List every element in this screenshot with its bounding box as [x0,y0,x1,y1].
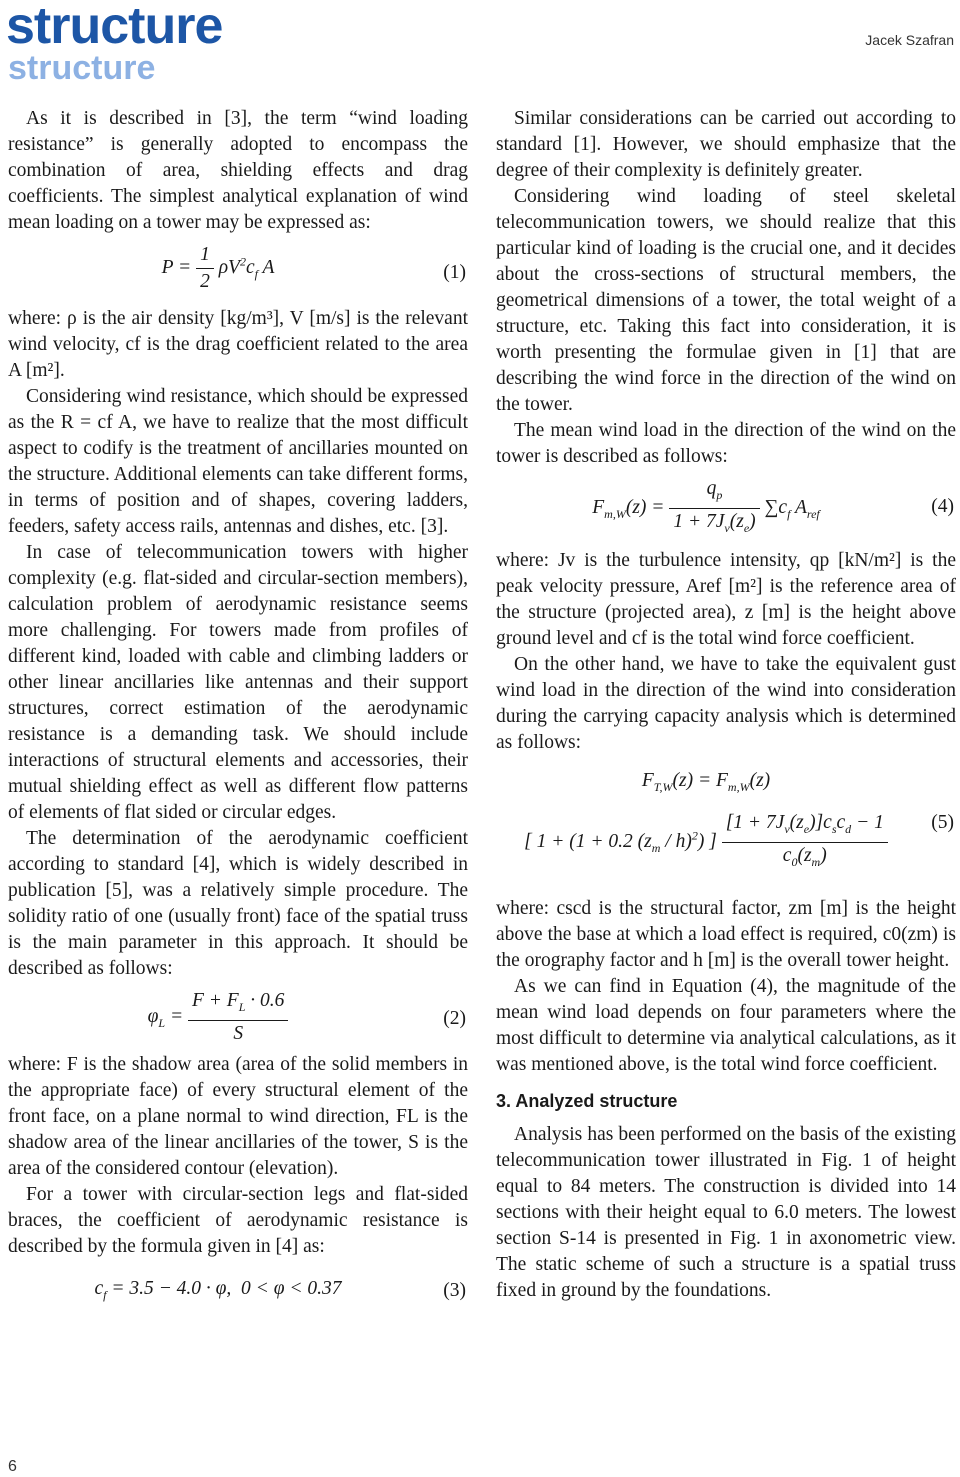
paragraph: As it is described in [3], the term “wind loading resistance” is generally adopted to encompass the combination of area, shielding effects and drag coefficients. The simplest analytical explanation of wind mean loading on a tower may be expressed as: [8,108,468,233]
paragraph: Analysis has been performed on the basis of the existing telecommunication tower illustrated in Fig. 1 of height equal to 84 meters. The construction is divided into 14 sections with their height equal to 6.0 meters. The lowest section S-14 is presented in Fig. 1 in axonometric view. The static scheme of such a structure is a spatial truss fixed in ground by the foundations. [496,1124,956,1301]
paragraph: Considering wind loading of steel skeletal telecommunication towers, we should realize that this particular kind of loading is the crucial one, and it decides about the cross-sections of structural members, the geometrical dimensions of a tower, the total weight of a structure, etc. Taking this fact into consideration, it is worth presenting the formulae given in [1] that are describing the wind force in the direction of the wind on the tower. [496,186,956,415]
equation-1-body: P = $\frac{1}{2}$ $\rho V^2c_f$ A [161,244,275,292]
right-column [496,106,956,1304]
section-title: 3. Analyzed structure [496,1091,678,1111]
left-column [8,106,468,1316]
equation-5-body: $F_{T,W}(z) = F_{m,W}(z)$ [ 1 + (1 + 0.2 $(z_m / h)^2$) ] $\frac{[1 + 7J_v(z_e)]c_sc_d - 1}{c_0(z_m)}$ [496,768,916,875]
equation-number: (3) [443,1280,466,1301]
equation-5 [496,762,956,890]
paragraph: On the other hand, we have to take the equivalent gust wind load in the direction of the wind into consideration during the carrying capacity analysis which is determined as follows: [496,654,956,753]
logo-shadow-text: structure [8,49,156,87]
equation-1 [8,242,468,300]
paragraph: Similar considerations can be carried out according to standard [1]. However, we should emphasize that the degree of their complexity is definitely greater. [496,108,956,181]
equation-3 [8,1266,468,1310]
journal-logo [6,0,276,90]
equation-2 [8,988,468,1046]
paragraph: where: F is the shadow area (area of the solid members in the appropriate face) of every structural element of the front face, on a plane normal to wind direction, FL is the shadow area of the linear ancillaries of the tower, S is the area of the considered contour (elevation). [8,1054,468,1179]
paragraph: For a tower with circular-section legs and flat-sided braces, the coefficient of aerodynamic resistance is described by the formula given in [4] as: [8,1184,468,1257]
logo-text: structure [6,0,223,55]
equation-number: (1) [443,262,466,283]
paragraph: In case of telecommunication towers with higher complexity (e.g. flat-sided and circular-section members), calculation problem of aerodynamic resistance seems more challenging. For towers made from profiles of different kind, loaded with cable and climbing ladders or other linear ancillaries like antennas and their support structures, correct estimation of the aerodynamic resistance is a demanding task. We should include interactions of structural elements and accessories, their mutual shielding effect as well as different flow patterns of elements of flat sided or circular edges. [8,542,468,823]
paragraph: where: cscd is the structural factor, zm [m] is the height above the base at which a load effect is required, c0(zm) is the orography factor and h [m] is the overall tower height. [496,898,956,971]
equation-2-body: $\varphi_L$ = $\frac{F + F_L \cdot 0.6}{S}$ [8,988,428,1047]
paragraph: where: Jv is the turbulence intensity, qp [kN/m²] is the peak velocity pressure, Aref [m²] is the reference area of the structure (projected area), z [m] is the height above ground level and cf is the total wind force coefficient. [496,550,956,649]
page-number: 6 [8,1458,17,1475]
equation-3-body: $c_f = 3.5 - 4.0 \cdot \varphi$, 0 < φ < 0.37 [94,1278,342,1302]
equation-number: (5) [931,812,954,833]
paragraph: As we can find in Equation (4), the magnitude of the mean wind load depends on four parameters where the most difficult to determine via analytical calculations, as it was mentioned above, is the total wind force coefficient. [496,976,956,1075]
equation-number: (4) [931,496,954,517]
equation-number: (2) [443,1008,466,1029]
paragraph: The determination of the aerodynamic coefficient according to standard [4], which is widely described in publication [5], was a relatively simple procedure. The solidity ratio of one (usually front) face of the spatial truss is the main parameter in this approach. It should be described as follows: [8,828,468,979]
equation-4 [496,476,956,542]
paragraph: Considering wind resistance, which should be expressed as the R = cf A, we have to realize that the most difficult aspect to codify is the treatment of ancillaries mounted on the structure. Additional elements can take different forms, in terms of position and of shapes, covering ladders, feeders, safety access rails, antennas and dishes, etc. [3]. [8,386,468,537]
paragraph: where: ρ is the air density [kg/m³], V [m/s] is the relevant wind velocity, cf is the drag coefficient related to the area A [m²]. [8,308,468,381]
author-name: Jacek Szafran [865,32,954,48]
equation-4-body: $F_{m,W}(z)$ = $\frac{q_p}{1 + 7J_v(z_e)}$ $\sum c_f$ $A_{ref}$ [592,478,820,535]
paragraph: The mean wind load in the direction of the wind on the tower is described as follows: [496,420,956,467]
